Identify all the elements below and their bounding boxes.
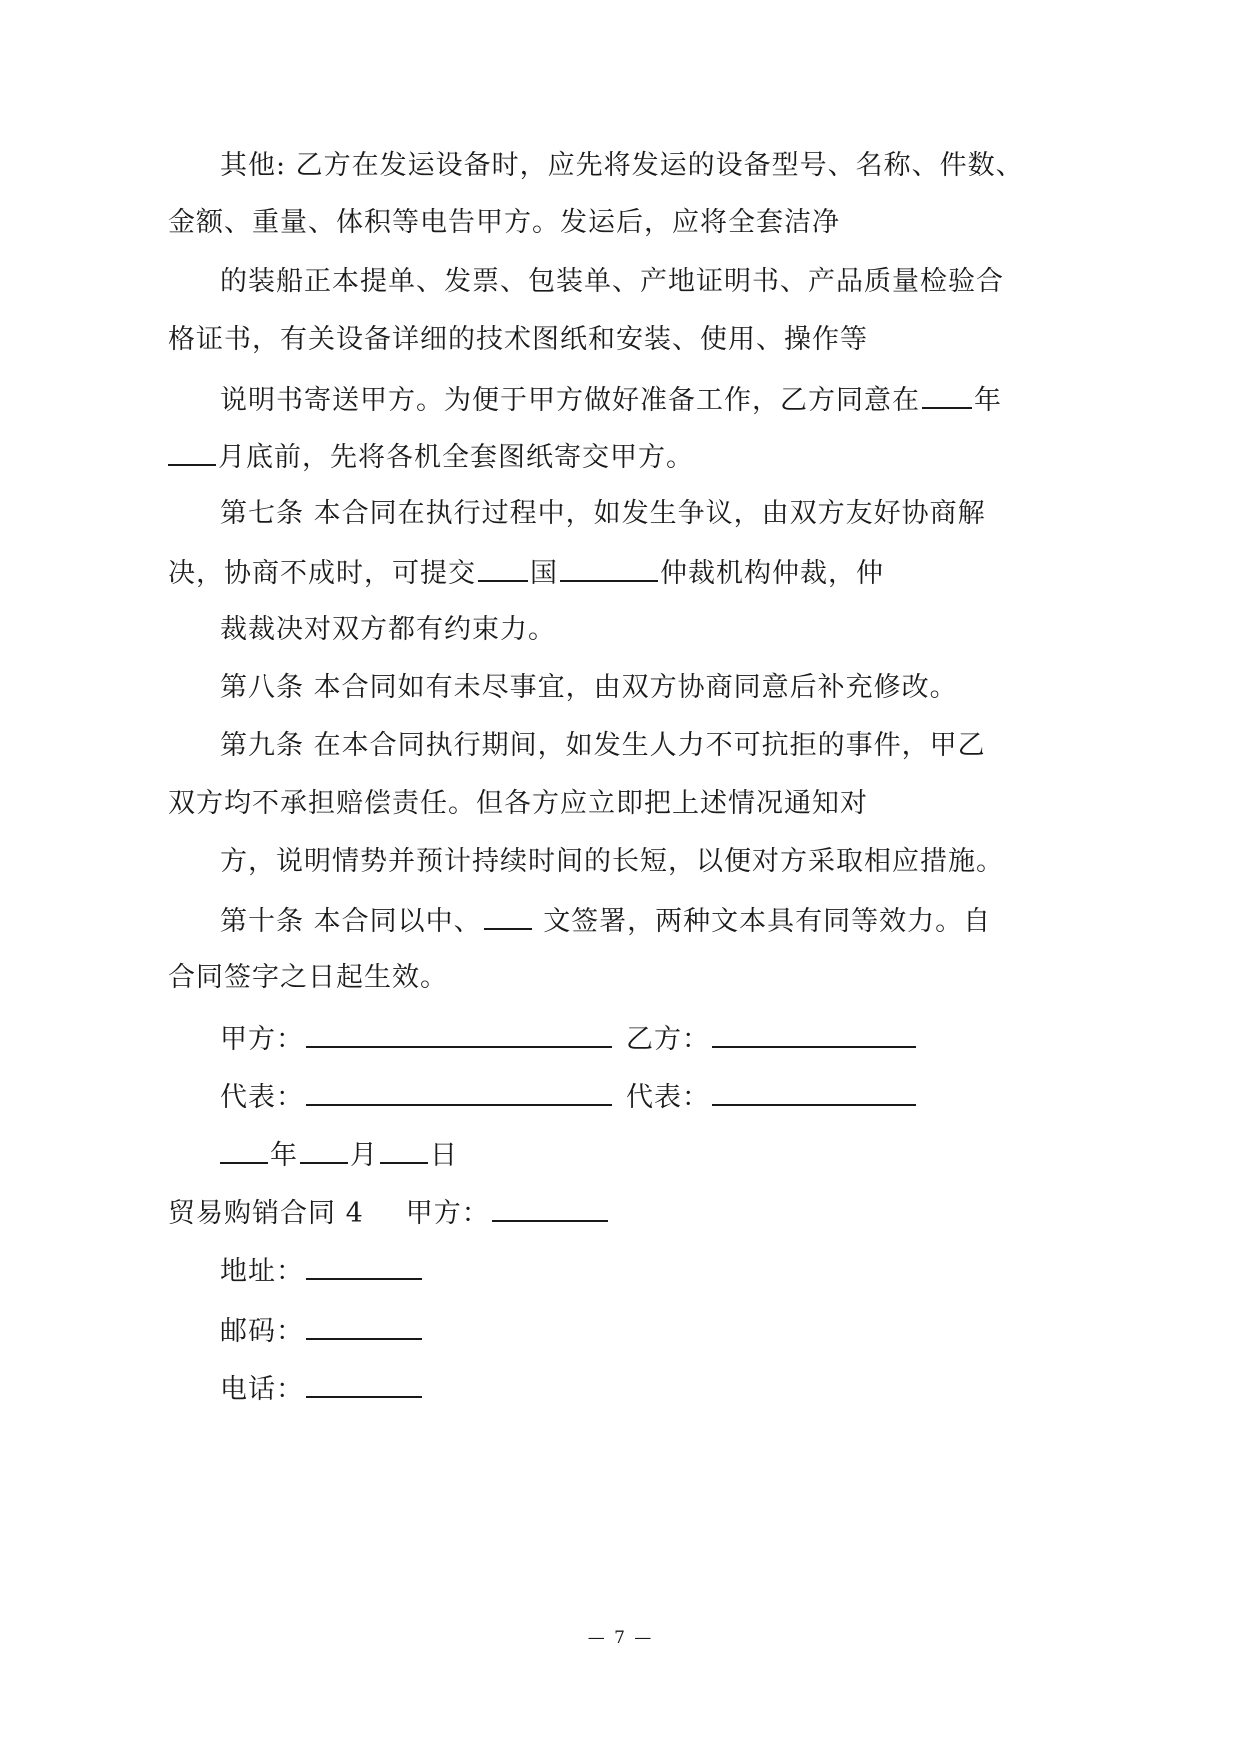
clause-9-line-2: 双方均不承担赔偿责任。但各方应立即把上述情况通知对 [168, 788, 868, 819]
clause-7-line-1: 第七条 本合同在执行过程中，如发生争议，由双方友好协商解 [220, 498, 986, 529]
clause-9-line-3: 方，说明情势并预计持续时间的长短，以便对方采取相应措施。 [220, 846, 1004, 877]
clause-10-line-2: 合同签字之日起生效。 [168, 962, 448, 993]
clause-7-line-3: 裁裁决对双方都有约束力。 [220, 614, 556, 645]
clause-other-line-2: 金额、重量、体积等电告甲方。发运后，应将全套洁净 [168, 207, 840, 238]
clause-other-line-6-text: 月底前，先将各机全套图纸寄交甲方。 [218, 442, 694, 473]
month-blank[interactable] [168, 438, 216, 466]
party-b-label: 乙方： [626, 1024, 710, 1055]
phone-field[interactable] [306, 1370, 422, 1398]
signature-party-row [220, 1020, 918, 1058]
clause-other-line-3: 的装船正本提单、发票、包装单、产地证明书、产品质量检验合 [220, 266, 1004, 297]
year-suffix: 年 [974, 385, 1002, 416]
next-contract-title: 贸易购销合同 4 [168, 1198, 364, 1229]
rep-b-field[interactable] [712, 1078, 916, 1106]
sign-year-label: 年 [270, 1140, 298, 1171]
sign-day-label: 日 [430, 1140, 458, 1171]
sign-month-label: 月 [350, 1140, 378, 1171]
next-party-a-label: 甲方： [405, 1198, 490, 1229]
clause-7-line-2 [168, 554, 884, 592]
page-number: — 7 — [587, 1628, 654, 1648]
address-field[interactable] [306, 1252, 422, 1280]
sign-month-field[interactable] [300, 1136, 348, 1164]
signature-rep-row [220, 1078, 918, 1116]
arbitration-blank[interactable] [560, 554, 658, 582]
clause-other-line-5-text: 说明书寄送甲方。为便于甲方做好准备工作，乙方同意在 [220, 385, 920, 416]
clause-other-line-5 [220, 381, 1002, 419]
language-blank[interactable] [484, 902, 532, 930]
next-party-a-field[interactable] [492, 1194, 608, 1222]
party-a-field[interactable] [306, 1020, 612, 1048]
clause-10-line-1 [220, 902, 991, 940]
signature-date-row [220, 1136, 458, 1174]
address-row [220, 1252, 424, 1290]
address-label: 地址： [220, 1256, 304, 1287]
postcode-label: 邮码： [220, 1316, 304, 1347]
postcode-row [220, 1312, 424, 1350]
clause-8-line-1: 第八条 本合同如有未尽事宜，由双方协商同意后补充修改。 [220, 672, 958, 703]
rep-a-label: 代表： [220, 1082, 304, 1113]
party-b-field[interactable] [712, 1020, 916, 1048]
clause-7-line-2-text: 决，协商不成时，可提交 [168, 558, 476, 589]
sign-year-field[interactable] [220, 1136, 268, 1164]
country-suffix: 国 [530, 558, 558, 589]
clause-other-line-6 [168, 438, 694, 476]
phone-label: 电话： [220, 1374, 304, 1405]
year-blank[interactable] [922, 381, 972, 409]
phone-row [220, 1370, 424, 1408]
rep-b-label: 代表： [626, 1082, 710, 1113]
party-a-label: 甲方： [220, 1024, 304, 1055]
sign-day-field[interactable] [380, 1136, 428, 1164]
clause-other-line-1: 其他: 乙方在发运设备时，应先将发运的设备型号、名称、件数、 [220, 150, 1024, 181]
next-contract-title-row [168, 1194, 610, 1232]
postcode-field[interactable] [306, 1312, 422, 1340]
clause-10-line-1-text: 第十条 本合同以中、 [220, 906, 482, 937]
clause-7-line-2-end: 仲裁机构仲裁，仲 [660, 558, 884, 589]
clause-10-line-1-end: 文签署，两种文本具有同等效力。自 [543, 906, 992, 937]
clause-other-line-4: 格证书，有关设备详细的技术图纸和安装、使用、操作等 [168, 324, 868, 355]
clause-9-line-1: 第九条 在本合同执行期间，如发生人力不可抗拒的事件，甲乙 [220, 730, 986, 761]
rep-a-field[interactable] [306, 1078, 612, 1106]
country-blank[interactable] [478, 554, 528, 582]
